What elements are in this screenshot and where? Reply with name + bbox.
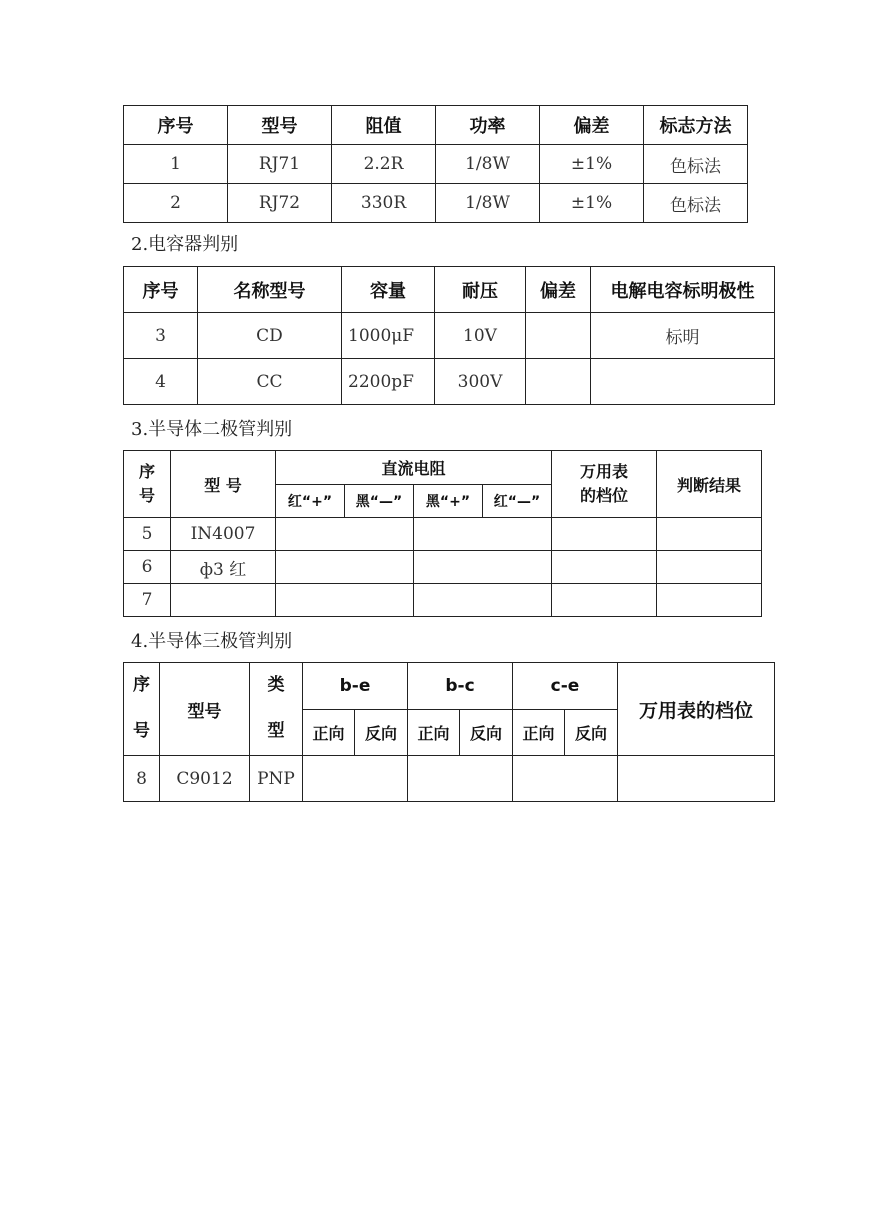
header-text: 万用表 bbox=[579, 462, 628, 481]
subheader-cell: 反向 bbox=[355, 710, 408, 756]
subheader-cell: 反向 bbox=[565, 710, 618, 756]
table-cell: 3 bbox=[124, 313, 198, 359]
table-cell: 10V bbox=[435, 313, 526, 359]
header-cell: 耐压 bbox=[435, 267, 526, 313]
table-cell: 1/8W bbox=[436, 145, 540, 184]
table-cell: 1/8W bbox=[436, 184, 540, 223]
subheader-cell: 红“+” bbox=[276, 485, 345, 518]
header-cell: 序号 bbox=[124, 106, 228, 145]
table-header-row bbox=[124, 267, 775, 313]
header-cell-dc-resistance: 直流电阻 bbox=[276, 451, 552, 485]
table-cell bbox=[657, 584, 762, 617]
table-cell: IN4007 bbox=[171, 518, 276, 551]
header-text: 类 bbox=[267, 675, 285, 696]
header-cell: 阻值 bbox=[332, 106, 436, 145]
table-cell bbox=[591, 359, 775, 405]
table-cell bbox=[657, 551, 762, 584]
table-cell: 色标法 bbox=[644, 145, 748, 184]
table-header-row bbox=[124, 106, 748, 145]
table-cell bbox=[414, 518, 552, 551]
table-cell: PNP bbox=[250, 756, 303, 802]
subheader-cell: 黑“+” bbox=[414, 485, 483, 518]
table-cell: 1000μF bbox=[342, 313, 435, 359]
table-cell bbox=[618, 756, 775, 802]
header-text: 号 bbox=[138, 486, 155, 505]
header-cell: 标志方法 bbox=[644, 106, 748, 145]
table-cell bbox=[552, 551, 657, 584]
subheader-cell: 正向 bbox=[513, 710, 565, 756]
resistor-table bbox=[123, 105, 748, 223]
header-cell: 偏差 bbox=[526, 267, 591, 313]
table-cell bbox=[657, 518, 762, 551]
section-heading: 3.半导体二极管判别 bbox=[131, 419, 293, 440]
header-cell: 电解电容标明极性 bbox=[591, 267, 775, 313]
header-cell: 序号 bbox=[124, 267, 198, 313]
transistor-table bbox=[123, 662, 775, 802]
table-cell: ф3 红 bbox=[171, 551, 276, 584]
header-cell: 名称型号 bbox=[198, 267, 342, 313]
section-heading: 4.半导体三极管判别 bbox=[131, 631, 293, 652]
table-row bbox=[124, 551, 762, 584]
table-cell bbox=[552, 518, 657, 551]
table-cell: RJ71 bbox=[228, 145, 332, 184]
table-cell: CD bbox=[198, 313, 342, 359]
subheader-cell: 正向 bbox=[408, 710, 460, 756]
header-text: 序 bbox=[133, 675, 150, 696]
header-cell-type bbox=[250, 663, 303, 756]
table-row bbox=[124, 756, 775, 802]
table-cell bbox=[414, 584, 552, 617]
header-cell: 功率 bbox=[436, 106, 540, 145]
table-cell bbox=[276, 518, 414, 551]
table-cell: 5 bbox=[124, 518, 171, 551]
table-cell: C9012 bbox=[160, 756, 250, 802]
header-cell-bc: b-c bbox=[408, 663, 513, 710]
subheader-cell: 红“—” bbox=[483, 485, 552, 518]
table-cell bbox=[171, 584, 276, 617]
header-cell-seq bbox=[124, 663, 160, 756]
table-cell: 300V bbox=[435, 359, 526, 405]
table-cell bbox=[276, 584, 414, 617]
table-cell bbox=[513, 756, 618, 802]
subheader-cell: 正向 bbox=[303, 710, 355, 756]
table-row bbox=[124, 518, 762, 551]
header-cell-be: b-e bbox=[303, 663, 408, 710]
header-text: 序 bbox=[138, 462, 155, 481]
table-cell: 标明 bbox=[591, 313, 775, 359]
table-cell bbox=[408, 756, 513, 802]
table-cell: ±1% bbox=[540, 145, 644, 184]
header-cell: 型号 bbox=[228, 106, 332, 145]
table-cell bbox=[303, 756, 408, 802]
table-cell bbox=[414, 551, 552, 584]
table-header-row bbox=[124, 451, 762, 485]
table-row bbox=[124, 359, 775, 405]
capacitor-table bbox=[123, 266, 775, 405]
header-text: 的档位 bbox=[579, 486, 628, 505]
table-cell: 330R bbox=[332, 184, 436, 223]
table-cell: CC bbox=[198, 359, 342, 405]
table-cell: 8 bbox=[124, 756, 160, 802]
table-cell: ±1% bbox=[540, 184, 644, 223]
table-row bbox=[124, 184, 748, 223]
header-cell-seq bbox=[124, 451, 171, 518]
header-cell-result: 判断结果 bbox=[657, 451, 762, 518]
header-cell-ce: c-e bbox=[513, 663, 618, 710]
table-cell: RJ72 bbox=[228, 184, 332, 223]
table-cell: 2200pF bbox=[342, 359, 435, 405]
table-row bbox=[124, 145, 748, 184]
table-cell: 6 bbox=[124, 551, 171, 584]
table-cell: 7 bbox=[124, 584, 171, 617]
table-cell bbox=[526, 359, 591, 405]
table-cell bbox=[526, 313, 591, 359]
section-heading: 2.电容器判别 bbox=[131, 234, 239, 255]
header-text: 型 bbox=[267, 721, 285, 741]
header-cell-model: 型号 bbox=[160, 663, 250, 756]
table-cell bbox=[552, 584, 657, 617]
subheader-cell: 反向 bbox=[460, 710, 513, 756]
subheader-cell: 黑“—” bbox=[345, 485, 414, 518]
diode-table bbox=[123, 450, 762, 617]
table-cell: 2 bbox=[124, 184, 228, 223]
header-cell-model: 型 号 bbox=[171, 451, 276, 518]
table-row bbox=[124, 313, 775, 359]
header-cell: 偏差 bbox=[540, 106, 644, 145]
table-header-row bbox=[124, 663, 775, 710]
table-cell: 2.2R bbox=[332, 145, 436, 184]
header-cell-meter: 万用表的档位 bbox=[618, 663, 775, 756]
table-cell bbox=[276, 551, 414, 584]
table-cell: 1 bbox=[124, 145, 228, 184]
table-cell: 色标法 bbox=[644, 184, 748, 223]
table-cell: 4 bbox=[124, 359, 198, 405]
header-text: 号 bbox=[133, 721, 150, 741]
header-cell: 容量 bbox=[342, 267, 435, 313]
table-row bbox=[124, 584, 762, 617]
header-cell-meter bbox=[552, 451, 657, 518]
